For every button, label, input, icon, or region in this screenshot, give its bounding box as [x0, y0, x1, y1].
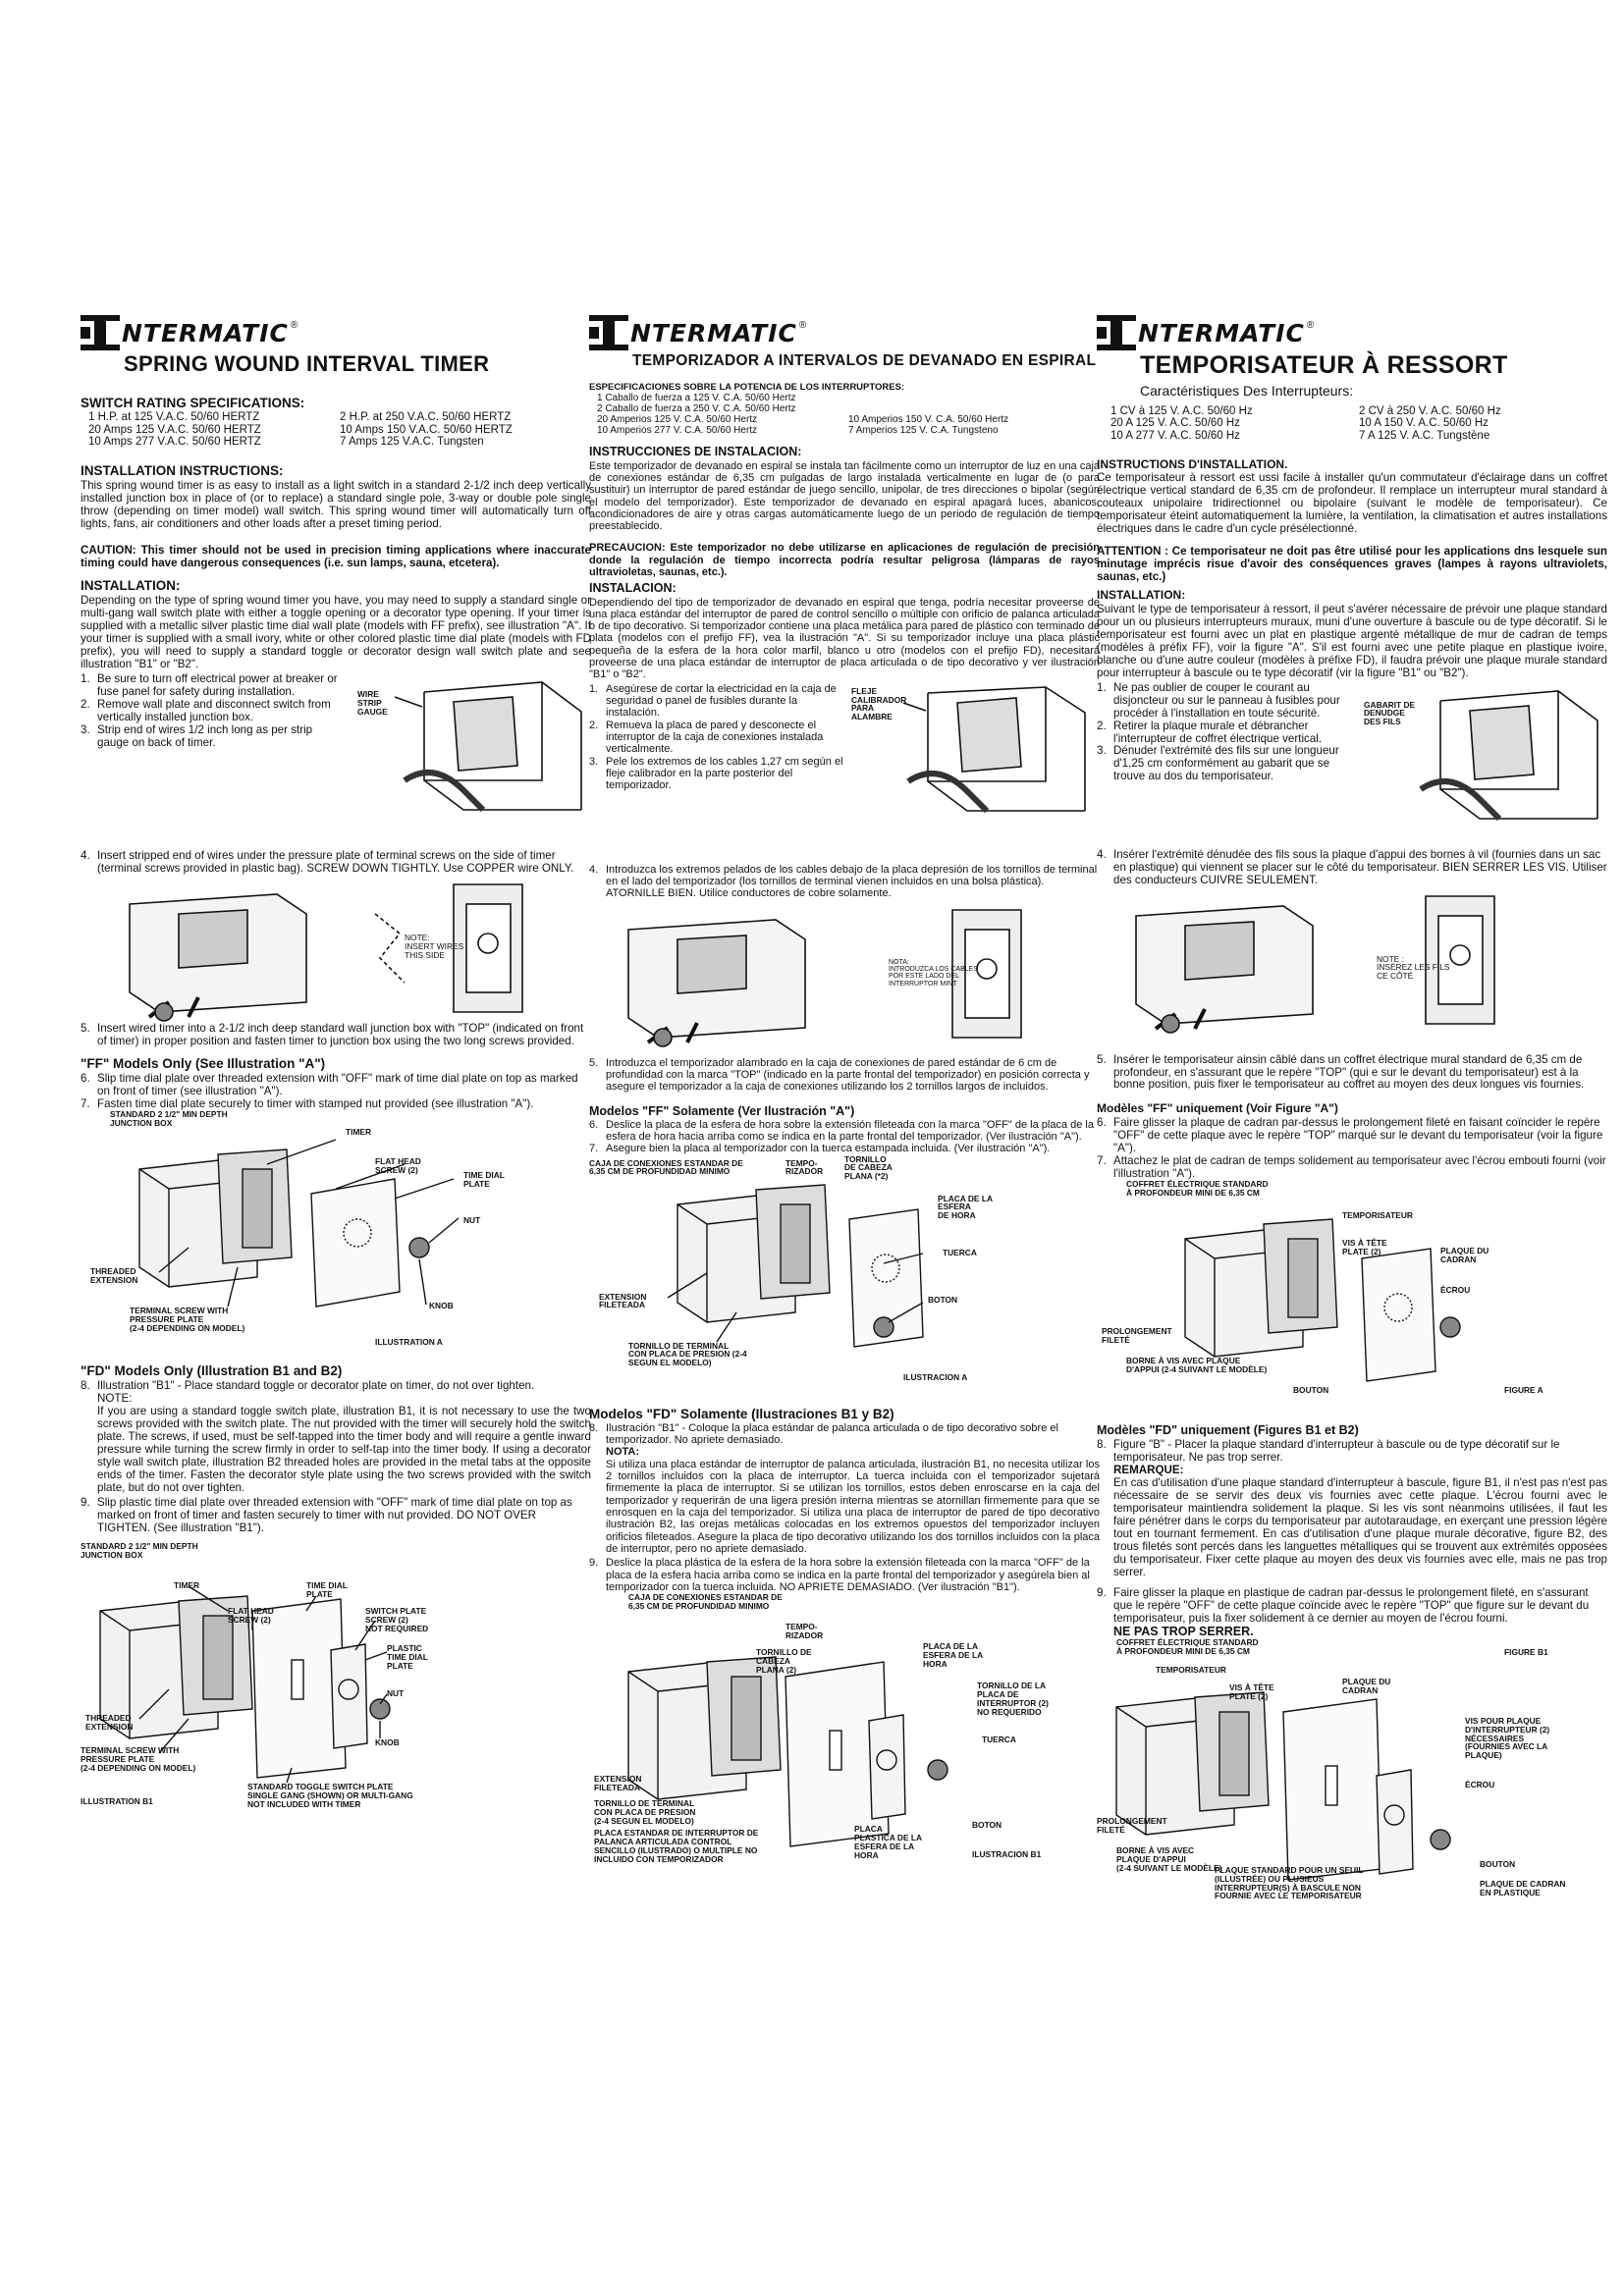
- fig-label-extension: EXTENSION FILETEADA: [594, 1774, 642, 1793]
- fig-label-box: CAJA DE CONEXIONES ESTANDAR DE 6,35 CM DE PROFUNDIDAD MINIMO: [628, 1592, 783, 1612]
- step-7: 7. Attachez le plat de cadran de temps solidement au temporisateur avec l'écrou embouti fourni (voir l'illustration "A").: [1097, 1154, 1606, 1180]
- step-5-text: Insérer le temporisateur ainsin câblé dans un coffret électrique mural standard de 6,35 cm de profondeur, en s'assurant que le repère "TOP" (qui e sur le devant du temporisateur) est à la bonne position, puis fixer le temporisateur au coffret au moyen des deux longues vis fournies.: [1113, 1052, 1585, 1092]
- intermatic-logo-icon: [1097, 313, 1136, 352]
- fig-label-plastic-plate: PLAQUE DE CADRAN EN PLASTIQUE: [1480, 1878, 1566, 1897]
- fig-label-toggle-plate: PLAQUE STANDARD POUR UN SEUIL (ILLUSTRÉE) OU PLUSIEUS INTERRUPTEUR(S) À BASCULE NON FOURNIE AVEC LE TEMPORISATEUR: [1215, 1864, 1364, 1901]
- fig-label-terminal: TORNILLO DE TERMINAL CON PLACA DE PRESION (2-4 SEGUN EL MODELO): [628, 1340, 747, 1368]
- spec-item: 7 Amperios 125 V. C.A. Tungsteno: [848, 425, 999, 437]
- step-6: 6. Slip time dial plate over threaded extension with "OFF" mark of time dial plate on top as marked on front of timer (see illustration "A").: [81, 1072, 591, 1097]
- fig-label-extension: PROLONGEMENT FILETÉ: [1102, 1325, 1172, 1345]
- spec-item: 1 Caballo de fuerza a 125 V. C.A. 50/60 Hertz: [597, 393, 796, 404]
- spec-list: [1097, 405, 1607, 443]
- spec-item: 1 CV à 125 V. A.C. 50/60 Hz: [1110, 404, 1253, 417]
- step-9: 9. Deslice la placa plástica de la esfera de la hora sobre la extensión fileteada con la marca "OFF" de la placa de la esfera hacia arriba como se indica en la parte frontal del temporizador y asegúrela bien al temporizador con la tuerca incluida. NO APRIETE DEMASIADO. (Ver ilustración "B1").: [589, 1557, 1100, 1593]
- spec-item: 20 Amperios 125 V. C.A. 50/60 Hertz: [597, 414, 758, 426]
- note-text: Si utiliza una placa estándar de interruptor de palanca articulada, ilustración B1, no necesita utilizar los 2 tornillos incluidos con la placa de interruptor. La tuerca incluida con el temporizador sujetará firmemente la placa de interruptor. Si se utilizan los tornillos, estos deben enroscarse en la caja del temporizador y requerirán de una ligera presión interna mientras se atornillan firmemente para que se enrosquen en la caja del temporizador. Si utiliza una placa de interruptor de pared de tipo decorativo ilustración B2, las orejas metálicas colocadas en los extremos opuestos del temporizador incluyen orificios fileteados. Asegure la placa de tipo decorativo utilizando los dos tornillos incluidos con la placa de interruptor, pero no apriete demasiado.: [606, 1458, 1100, 1555]
- fig-label-timer: TEMPORISATEUR: [1156, 1664, 1226, 1675]
- note-heading: NOTE:: [97, 1392, 133, 1406]
- fig-label-screw: FLAT HEAD SCREW (2): [228, 1606, 274, 1626]
- step-3-text: Strip end of wires 1/2 inch long as per strip gauge on back of timer.: [97, 723, 313, 750]
- steps-1-3: [589, 683, 1100, 821]
- caution-text: PRECAUCION: Este temporizador no debe utilizarse en aplicaciones de regulación de precisión donde la regulación de tiempo incorrecta podría resultar peligrosa (lámparas de rayos ultravioletas, saunas, etc.).: [589, 542, 1100, 579]
- spec-item: 1 H.P. at 125 V.A.C. 50/60 HERTZ: [88, 411, 260, 424]
- installation-text: Dependiendo del tipo de temporizador de devanado en espiral que tenga, podría necesitar proveerse de una placa estándar del interruptor de pared de control sencillo o múltiple con orificio de palanca articulada o de tipo decorativo. Si temporizador contiene una placa metálica para pared de plástico con terminado de plata (modelos con el prefijo FF), vea la ilustración "A". Si su temporizador incluye una placa plástic pequeña de la esfera de la hora color marfil, blanco u otro (modelos con el prefijo FD), necesitará proveerse de una placa estándar de interruptor de placa articulada o de tipo decorativo y ver ilustración "B1" o "B2".: [589, 596, 1100, 681]
- steps-1-3: [1097, 681, 1607, 828]
- spec-item: 20 A 125 V. A.C. 50/60 Hz: [1110, 417, 1240, 430]
- step-6-text: Faire glisser la plaque de cadran par-dessus le prolongement fileté en faisant coïncider le repère "OFF" de cette plaque avec le repère "TOP" marqué sur le devant du temporisateur (voir la figure "A").: [1113, 1116, 1603, 1155]
- illustration-b1-drawing: [589, 1593, 1100, 1868]
- fig-label-screw: TORNILLO DE CABEZA PLANA (*2): [844, 1153, 893, 1182]
- wiring-illustration: [589, 900, 1100, 1047]
- note-text: En cas d'utilisation d'une plaque standard d'interrupteur à bascule, figure B1, il n'est pas n'est pas nécessaire de se servir des deux vis fournies avec cette plaque. L'écrou fourni avec le temporisateur maintiendra solidement la plaque. Si les vis sont néanmoins utilisées, il faut les faire pénétrer dans le corps du temporisateur par autotaraudage, en exerçant une pression légère tout en tournant fermement. En cas d'utilisation d'une plaque murale décorative, figure B2, des trous filetés sont percés dans les languettes métalliques qui se trouvent aux extrémités opposées du temporisateur. Fixer cette plaque au moyen des deux vis fournies avec elle, mais ne pas trop serrer.: [1113, 1476, 1607, 1578]
- step-2-text: Remove wall plate and disconnect switch from vertically installed junction box.: [97, 698, 331, 724]
- spec-heading: ESPECIFICACIONES SOBRE LA POTENCIA DE LOS INTERRUPTORES:: [589, 381, 905, 393]
- step-8: 8. Figure "B" - Placer la plaque standard d'interrupteur à bascule ou de type décoratif sur le temporisateur. Ne pas trop serrer.: [1097, 1438, 1607, 1464]
- fig-label-plate: PLACA DE LA ESFERA DE LA HORA: [923, 1641, 984, 1669]
- caution-text: CAUTION: This timer should not be used in precision timing applications where inaccurate timing could have dangerous consequences (i.e. sun lamps, sauna, etcetera).: [81, 544, 591, 570]
- wiring-illustration: [81, 875, 591, 1022]
- fig-label-box: STANDARD 2 1/2" MIN DEPTH JUNCTION BOX: [81, 1541, 198, 1561]
- step-5: 5. Insert wired timer into a 2-1/2 inch deep standard wall junction box with "TOP" (indicated on front of timer) in proper position and fasten timer to junction box using the two long screws provided.: [81, 1022, 591, 1047]
- spec-item: 10 Amperios 150 V. C.A. 50/60 Hertz: [848, 414, 1009, 426]
- fig-label-timer: TIMER: [174, 1580, 200, 1591]
- fig-label-plate: TIME DIAL PLATE: [306, 1580, 348, 1600]
- step-9-text: Faire glisser la plaque en plastique de cadran par-dessus le prolongement fileté, en s'assurant que le repère "OFF" de cette plaque coïncide avec le repère "TOP" que figure sur le devant du temporisateur, puis la fixer solidement à ce dernier au moyen de l'écrou fourni.: [1113, 1585, 1590, 1625]
- fig-caption: FIGURE A: [1504, 1384, 1543, 1395]
- step-8-note: [81, 1392, 591, 1494]
- spec-list: [589, 393, 1100, 436]
- wire-strip-illustration: [1362, 681, 1607, 828]
- note-heading: NOTA:: [606, 1446, 640, 1459]
- instructions-text: This spring wound timer is as easy to install as a light switch in a standard 2-1/2 inch deep vertically installed junction box in place of (or to replace) a standard single pole, 3-way or double pole single throw (depending on timer model) wall switch. This spring wound timer will automatically turn off lights, fans, air conditioners and other loads after a preset timing period.: [81, 479, 591, 531]
- wiring-drawing: [1097, 886, 1607, 1034]
- step-4-text: Insérer l'extrémité dénudée des fils sous la plaque d'appui des bornes à vil (fournies dans un sac en plastique) qui viennent se placer sur le côté du temporisateur. BIEN SERRER LES VIS. Utiliser des conducteurs CUIVRE SEULEMENT.: [1113, 847, 1607, 886]
- fig-label-nut: TUERCA: [943, 1247, 977, 1257]
- fd-heading: Modèles "FD" uniquement (Figures B1 et B2): [1097, 1422, 1359, 1437]
- step-1: 1. Ne pas oublier de couper le courant au disjoncteur ou sur le panneau à fusibles pour procéder à l'installation en toute sécurité.: [1097, 681, 1362, 720]
- fig-label-nut: NUT: [387, 1688, 405, 1699]
- fig-label-box: CAJA DE CONEXIONES ESTANDAR DE 6,35 CM DE PROFUNDIDAD MINIMO: [589, 1157, 743, 1177]
- step-6: 6. Deslice la placa de la esfera de hora sobre la extensión fileteada con la marca "OFF" de la placa de la esfera de hora hacia arriba como se indica en la parte frontal del temporizador. (Ver ilustración "A").: [589, 1119, 1100, 1144]
- step-2-text: Retirer la plaque murale et débrancher l'interrupteur de coffret électrique vertical.: [1113, 719, 1323, 745]
- fig-label-screw: TORNILLO DE CABEZA PLANA (2): [756, 1647, 812, 1675]
- fig-label-knob: BOUTON: [1293, 1384, 1329, 1395]
- fig-label-toggle-plate: PLACA ESTANDAR DE INTERRUPTOR DE PALANCA ARTICULADA CONTROL SENCILLO (ILUSTRADO) O MULTIPLE NO INCLUIDO CON TEMPORIZADOR: [594, 1828, 759, 1864]
- fig-label-screw: VIS À TÊTE PLATE (2): [1229, 1682, 1274, 1701]
- intermatic-logo-icon: [81, 313, 120, 352]
- step-9-emphasis: NE PAS TROP SERRER.: [1113, 1624, 1254, 1638]
- fig-label-extension: PROLONGEMENT FILETÉ: [1097, 1815, 1167, 1835]
- step-6-text: Slip time dial plate over threaded extension with "OFF" mark of time dial plate on top as marked on front of timer (see illustration "A").: [97, 1072, 578, 1098]
- wiring-drawing: [81, 875, 591, 1022]
- step-5: 5. Introduzca el temporizador alambrado en la caja de conexiones de pared estándar de 6 cm de profundidad con la marca "TOP" (indicado en la parte frontal del temporizador) en posición correcta y asegure el temporizador a la caja de conexiones utilizando los 2 tornillos largos de incluidos.: [589, 1057, 1100, 1094]
- fig-caption: ILLUSTRATION B1: [81, 1796, 153, 1807]
- step-7: 7. Asegure bien la placa al temporizador con la tuerca estampada incluida. (Ver ilustración "A").: [589, 1143, 1051, 1155]
- wire-strip-illustration: [346, 672, 591, 820]
- fig-caption: ILUSTRACION A: [903, 1371, 968, 1382]
- spec-item: 2 Caballo de fuerza a 250 V. C.A. 50/60 Hertz: [597, 403, 796, 415]
- fig-caption: FIGURE B1: [1504, 1646, 1548, 1657]
- fd-heading: Modelos "FD" Solamente (Ilustraciones B1 y B2): [589, 1406, 894, 1421]
- spec-item: 10 Amps 150 V.A.C. 50/60 HERTZ: [340, 423, 513, 436]
- fig-label-terminal: BORNE À VIS AVEC PLAQUE D'APPUI (2-4 SUIVANT LE MODÈLE): [1116, 1844, 1222, 1873]
- wire-strip-illustration: [849, 683, 1095, 821]
- step-8: 8. Illustration "B1" - Place standard toggle or decorator plate on timer, do not over tighten.: [81, 1379, 535, 1393]
- caution-text: ATTENTION : Ce temporisateur ne doit pas être utilisé pour les applications dns lesquele sun minutage imprécis risue d'avoir des conséquences graves (lampes à rayons ultraviolets, saunas, etc.): [1097, 545, 1607, 584]
- intermatic-logo: [589, 312, 1100, 353]
- step-1-text: Asegúrese de cortar la electricidad en la caja de seguridad o panel de fusibles durante la instalación.: [606, 682, 837, 720]
- spec-item: 20 Amps 125 V.A.C. 50/60 HERTZ: [88, 423, 261, 436]
- wiring-illustration: [1097, 886, 1607, 1034]
- fig-label-screw: FLAT HEAD SCREW (2): [375, 1156, 421, 1176]
- step-8-note: [589, 1446, 1100, 1555]
- step-1: 1. Asegúrese de cortar la electricidad en la caja de seguridad o panel de fusibles durante la instalación.: [589, 683, 849, 720]
- step-8: 8. Ilustración "B1" - Coloque la placa estándar de palanca articulada o de tipo decorativo sobre el temporizador. No apriete demasiado.: [589, 1422, 1100, 1447]
- registered-mark: ®: [1306, 320, 1315, 331]
- fig-label-switch-screw: TORNILLO DE LA PLACA DE INTERRUPTOR (2) NO REQUERIDO: [977, 1681, 1049, 1717]
- brand-name: NTERMATIC: [630, 318, 797, 347]
- ff-heading: Modèles "FF" uniquement (Voir Figure "A"): [1097, 1101, 1338, 1116]
- fd-heading: "FD" Models Only (Illustration B1 and B2): [81, 1363, 343, 1379]
- fig-label-extension: THREADED EXTENSION: [85, 1713, 134, 1733]
- spec-item: [848, 393, 1100, 403]
- note-text: If you are using a standard toggle switch plate, illustration B1, it is not necessary to use the two screws provided with the switch plate. The nut provided with the timer will securely hold the switch plate. The screws, if used, must be self-tapped into the timer body and will require a gentle inward pressure while turning the screw firmly in order to self-tap into the timer body. If using a decorator style wall switch plate, illustration B2 threaded holes are provided in the metal tabs at the opposite ends of the timer. Fasten the decorator style plate using the two screws provided with the switch plate, but do not over tighten.: [97, 1405, 591, 1495]
- subtitle: Caractéristiques Des Interrupteurs:: [1140, 383, 1354, 399]
- fig-label-switch-screw: SWITCH PLATE SCREW (2) NOT REQUIRED: [365, 1606, 429, 1633]
- step-3-text: Pele los extremos de los cables 1,27 cm según el fleje calibrador en la parte posterior del temporizador.: [606, 755, 843, 792]
- column-english: [81, 312, 591, 1812]
- wire-strip-gauge-label: FLEJE CALIBRADOR PARA ALAMBRE: [851, 685, 907, 722]
- fig-label-plate: PLAQUE DU CADRAN: [1342, 1676, 1391, 1695]
- step-7-text: Asegure bien la placa al temporizador con la tuerca estampada incluida. (Ver ilustración "A").: [606, 1143, 1051, 1155]
- step-5: 5. Insérer le temporisateur ainsin câblé dans un coffret électrique mural standard de 6,35 cm de profondeur, en s'assurant que le repère "TOP" (qui e sur le devant du temporisateur) est à la bonne position, puis fixer le temporisateur au coffret au moyen des deux longues vis fournies.: [1097, 1053, 1607, 1092]
- fig-label-timer: TIMER: [346, 1127, 372, 1138]
- fig-label-screw: VIS À TÊTE PLATE (2): [1342, 1237, 1387, 1256]
- fig-label-knob: BOTON: [972, 1820, 1002, 1831]
- intermatic-logo: [1097, 312, 1607, 353]
- step-7-text: Fasten time dial plate securely to timer with stamped nut provided (see illustration "A").: [97, 1097, 534, 1111]
- fig-label-box: COFFRET ÉLECTRIQUE STANDARD À PROFONDEUR MINI DE 6,35 CM: [1116, 1636, 1259, 1656]
- spec-heading: SWITCH RATING SPECIFICATIONS:: [81, 396, 305, 410]
- registered-mark: ®: [798, 320, 807, 331]
- step-4: 4. Insérer l'extrémité dénudée des fils sous la plaque d'appui des bornes à vil (fournies dans un sac en plastique) qui viennent se placer sur le côté du temporisateur. BIEN SERRER LES VIS. Utiliser des conducteurs CUIVRE SEULEMENT.: [1097, 847, 1607, 886]
- step-3: 3. Pele los extremos de los cables 1,27 cm según el fleje calibrador en la parte posterior del temporizador.: [589, 756, 849, 792]
- fig-label-nut: TUERCA: [982, 1735, 1016, 1745]
- step-4: 4. Introduzca los extremos pelados de los cables debajo de la placa depresión de los tornillos de terminal en el lado del temporizador (los tornillos de terminal vienen incluidos en una bolsa plástica). ATORNILLE BIEN. Utilice conductores de cobre solamente.: [589, 864, 1100, 900]
- spec-item: 7 A 125 V. A.C. Tungstène: [1359, 429, 1490, 442]
- fig-label-toggle-plate: STANDARD TOGGLE SWITCH PLATE SINGLE GANG (SHOWN) OR MULTI-GANG NOT INCLUDED WITH TIMER: [247, 1782, 413, 1809]
- fig-label-knob: BOTON: [928, 1294, 958, 1305]
- intermatic-logo-icon: [589, 313, 628, 352]
- spec-item: 2 CV à 250 V. A.C. 50/60 Hz: [1359, 404, 1501, 417]
- illustration-a: [589, 1155, 1100, 1396]
- step-2: 2. Remueva la placa de pared y desconecte el interruptor de la caja de conexiones instalada verticalmente.: [589, 720, 849, 756]
- step-8-note: [1097, 1464, 1607, 1578]
- instructions-heading: INSTALLATION INSTRUCTIONS:: [81, 463, 284, 479]
- installation-heading: INSTALLATION:: [1097, 588, 1186, 603]
- wiring-note: NOTE: INSERT WIRES THIS SIDE: [405, 933, 464, 960]
- fig-label-extension: THREADED EXTENSION: [90, 1266, 138, 1286]
- step-9-text: Deslice la placa plástica de la esfera de la hora sobre la extensión fileteada con la marca "OFF" de la placa de la esfera hacia arriba como se indica en la parte frontal del temporizador y asegúrela bien al temporizador con la tuerca incluida. NO APRIETE DEMASIADO. (Ver ilustración "B1").: [606, 1557, 1090, 1593]
- spec-item: 10 A 150 V. A.C. 50/60 Hz: [1359, 417, 1489, 430]
- step-8-text: Figure "B" - Placer la plaque standard d'interrupteur à bascule ou de type décoratif sur le temporisateur. Ne pas trop serrer.: [1113, 1438, 1560, 1465]
- fig-label-timer: TEMPO- RIZADOR: [785, 1157, 824, 1177]
- fig-label-terminal: BORNE À VIS AVEC PLAQUE D'APPUI (2-4 SUIVANT LE MODÈLE): [1126, 1355, 1268, 1374]
- step-5-text: Introduzca el temporizador alambrado en la caja de conexiones de pared estándar de 6 cm de profundidad con la marca "TOP" (indicado en la parte frontal del temporizador) en posición correcta y asegure el temporizador a la caja de conexiones utilizando los 2 tornillos largos de incluidos.: [606, 1056, 1090, 1094]
- fig-label-terminal: TERMINAL SCREW WITH PRESSURE PLATE (2-4 DEPENDING ON MODEL): [81, 1745, 196, 1773]
- spec-list: [81, 411, 591, 449]
- wiring-note: NOTA: INTRODUZCA LOS CABLES POR ESTE LADO DEL INTERRUPTOR MINT: [889, 958, 979, 988]
- instructions-text: Ce temporisateur à ressort est ussi facile à installer qu'un commutateur d'éclairage dans un coffret électrique vertical standard de 6,35 cm de profondeur. Il remplace un interrupteur mural standard à couteaux unipolaire tridirectionnel ou bipolaire (suivant le modèle de temporisateur). Ce temporisateur éteint automatiquement la lumière, la ventilation, la climatisation et autres installations électriques dans le cadre d'un cycle présélectionné.: [1097, 471, 1607, 536]
- step-1-text: Ne pas oublier de couper le courant au disjoncteur ou sur le panneau à fusibles pour procéder à l'installation en toute sécurité.: [1113, 680, 1340, 720]
- step-4: 4. Insert stripped end of wires under the pressure plate of terminal screws on the side of timer (terminal screws provided in plastic bag). SCREW DOWN TIGHTLY. Use COPPER wire ONLY.: [81, 849, 591, 875]
- spec-item: 10 A 277 V. A.C. 50/60 Hz: [1110, 429, 1240, 442]
- step-1-text: Be sure to turn off electrical power at breaker or fuse panel for safety during installation.: [97, 672, 338, 699]
- step-3: 3. Strip end of wires 1/2 inch long as per strip gauge on back of timer.: [81, 723, 346, 749]
- fig-label-plate: TIME DIAL PLATE: [463, 1170, 505, 1190]
- fig-label-nut: ÉCROU: [1465, 1779, 1495, 1789]
- fig-label-plastic-plate: PLASTIC TIME DIAL PLATE: [387, 1643, 428, 1671]
- instructions-heading: INSTRUCTIONS D'INSTALLATION.: [1097, 456, 1288, 471]
- step-7-text: Attachez le plat de cadran de temps solidement au temporisateur avec l'écrou embouti fourni (voir l'illustration "A").: [1113, 1154, 1606, 1180]
- ff-heading: "FF" Models Only (See Illustration "A"): [81, 1056, 326, 1072]
- wiring-note: NOTE : INSÉREZ LES FILS CE CÔTÉ: [1377, 953, 1450, 982]
- step-3-text: Dénuder l'extrémité des fils sur une longueur d'1,25 cm conformément au gabarit que se trouve au dos du temporisateur.: [1113, 744, 1339, 783]
- fig-label-nut: NUT: [463, 1215, 481, 1226]
- step-6: 6. Faire glisser la plaque de cadran par-dessus le prolongement fileté en faisant coïncider le repère "OFF" de cette plaque avec le repère "TOP" marqué sur le devant du temporisateur (voir la figure "A").: [1097, 1116, 1607, 1154]
- page-title: TEMPORISATEUR À RESSORT: [1140, 351, 1508, 379]
- illustration-b1: [81, 1542, 591, 1812]
- intermatic-logo: [81, 312, 591, 353]
- fig-label-plastic-plate: PLACA PLASTICA DE LA ESFERA DE LA HORA: [854, 1824, 923, 1860]
- step-2: 2. Retirer la plaque murale et débrancher l'interrupteur de coffret électrique vertical.: [1097, 720, 1362, 745]
- column-french: [1097, 312, 1607, 1908]
- fig-caption: ILLUSTRATION A: [375, 1337, 443, 1348]
- instructions-text: Este temporizador de devanado en espiral se instala tan fácilmente como un interruptor de luz en una caja de conexiones estándar de 6,35 cm pulgadas de largo instalada verticalmente en lugar de (o para sustituir) un interruptor de pared estándar de juego sencillo, unipolar, de tres direcciones o bipolar (según el modelo del temporizador). Este temporizador de devanado en espiral apagará luces, abanicos, acondicionadores de aire y otras cargas automáticamente luego de un periodo de regulación de tiempo preestablecido.: [589, 459, 1100, 533]
- fig-label-switch-screw: VIS POUR PLAQUE D'INTERRUPTEUR (2) NÉCESSAIRES (FOURNIES AVEC LA PLAQUE): [1465, 1715, 1550, 1761]
- step-5-text: Insert wired timer into a 2-1/2 inch deep standard wall junction box with "TOP" (indicated on front of timer) in proper position and fasten timer to junction box using the two long screws provided.: [97, 1022, 584, 1048]
- step-9: 9. Faire glisser la plaque en plastique de cadran par-dessus le prolongement fileté, en s'assurant que le repère "OFF" de cette plaque coïncide avec le repère "TOP" que figure sur le devant du temporisateur, puis la fixer solidement à ce dernier au moyen de l'écrou fourni.: [1097, 1586, 1607, 1625]
- fig-label-terminal: TERMINAL SCREW WITH PRESSURE PLATE (2-4 DEPENDING ON MODEL): [130, 1306, 245, 1333]
- spec-item: 10 Amperios 277 V. C.A. 50/60 Hertz: [597, 425, 758, 437]
- step-9: 9. Slip plastic time dial plate over threaded extension with "OFF" mark of time dial plate on top as marked on front of timer and fasten securely to timer with nut provided. DO NOT OVER TIGHTEN. (See illustration "B1").: [81, 1496, 591, 1534]
- fig-label-timer: TEMPORISATEUR: [1342, 1209, 1413, 1220]
- wire-strip-gauge-label: GABARIT DE DENUDGE DES FILS: [1364, 699, 1416, 727]
- page-title: TEMPORIZADOR A INTERVALOS DE DEVANADO EN ESPIRAL: [632, 352, 1097, 369]
- spec-item: [848, 403, 1100, 414]
- step-9-text: Slip plastic time dial plate over threaded extension with "OFF" mark of time dial plate on top as marked on front of timer and fasten securely to timer with nut provided. DO NOT OVER TIGHTEN. (See illustration "B1").: [97, 1496, 572, 1535]
- step-8-text: Illustration "B1" - Place standard toggle or decorator plate on timer, do not over tighten.: [97, 1379, 535, 1393]
- instructions-heading: INSTRUCCIONES DE INSTALACION:: [589, 445, 802, 459]
- column-spanish: [589, 312, 1100, 1868]
- fig-label-plate: PLAQUE DU CADRAN: [1440, 1245, 1489, 1264]
- installation-text: Suivant le type de temporisateur à ressort, il peut s'avérer nécessaire de prévoir une plaque standard pour un ou plusieurs interrupteurs muraux, muni d'une ouverture à bascule ou de type décoratif. Si le temporisateur est fourni avec un plat en plastique argenté métallique de mur de cadran de temps (modèles à préfix FF), voir la figure "A". S'il est fourni avec une petite plaque en plastique ivoire, blanche ou d'une autre couleur (modèles à préfixe FD), il faudra prévoir une plaque murale standard pour interrupteur à bascule ou te type décoratif (vir la figure "B1" ou "B2").: [1097, 602, 1607, 679]
- fig-label-knob: KNOB: [429, 1301, 454, 1311]
- installation-heading: INSTALACION:: [589, 581, 677, 596]
- fig-label-plate: PLACA DE LA ESFERA DE HORA: [938, 1193, 993, 1221]
- spec-item: 2 H.P. at 250 V.A.C. 50/60 HERTZ: [340, 411, 512, 424]
- step-2-text: Remueva la placa de pared y desconecte el interruptor de la caja de conexiones instalada verticalmente.: [606, 719, 824, 756]
- step-4-text: Insert stripped end of wires under the pressure plate of terminal screws on the side of timer (terminal screws provided in plastic bag). SCREW DOWN TIGHTLY. Use COPPER wire ONLY.: [97, 849, 574, 876]
- installation-text: Depending on the type of spring wound timer you have, you may need to supply a standard single or multi-gang wall switch plate with either a toggle opening or a decorator type opening. If your timer is supplied with a metallic silver plastic time dial wall plate (models with FF prefix), see illustration "A". If your timer is supplied with a small ivory, white or other colored plastic time dial plate (models with FD prefix), you will need to supply a standard toggle or decorator design wall switch plate and see illustration "B1" or "B2".: [81, 594, 591, 671]
- brand-name: NTERMATIC: [1138, 318, 1305, 347]
- step-7: 7. Fasten time dial plate securely to timer with stamped nut provided (see illustration "A").: [81, 1097, 534, 1111]
- fig-caption: ILUSTRACION B1: [972, 1849, 1042, 1860]
- step-2: 2. Remove wall plate and disconnect switch from vertically installed junction box.: [81, 698, 346, 723]
- step-8-text: Ilustración "B1" - Coloque la placa estándar de palanca articulada o de tipo decorativo sobre el temporizador. No apriete demasiado.: [606, 1421, 1058, 1447]
- registered-mark: ®: [290, 320, 298, 331]
- spec-item: 10 Amps 277 V.A.C. 50/60 HERTZ: [88, 436, 261, 449]
- step-3: 3. Dénuder l'extrémité des fils sur une longueur d'1,25 cm conformément au gabarit que se trouve au dos du temporisateur.: [1097, 744, 1362, 782]
- fig-label-knob: KNOB: [375, 1737, 400, 1748]
- illustration-a: [81, 1110, 591, 1351]
- wire-strip-gauge-label: WIRE STRIP GAUGE: [357, 689, 388, 717]
- fig-label-box: COFFRET ÉLECTRIQUE STANDARD À PROFONDEUR MINI DE 6,35 CM: [1126, 1178, 1269, 1198]
- illustration-b1: [589, 1593, 1100, 1868]
- step-4-text: Introduzca los extremos pelados de los cables debajo de la placa depresión de los tornillos de terminal en el lado del temporizador (los tornillos de terminal vienen incluidos en una bolsa plástica). ATORNILLE BIEN. Utilice conductores de cobre solamente.: [606, 863, 1098, 900]
- installation-heading: INSTALLATION:: [81, 578, 181, 594]
- illustration-b1: [1097, 1638, 1607, 1908]
- step-1: 1. Be sure to turn off electrical power at breaker or fuse panel for safety during installation.: [81, 672, 346, 698]
- fig-label-extension: EXTENSION FILETEADA: [599, 1291, 647, 1310]
- step-6-text: Deslice la placa de la esfera de hora sobre la extensión fileteada con la marca "OFF" de la placa de la esfera de hora hacia arriba como se indica en la parte frontal del temporizador. (Ver ilustración "A").: [606, 1118, 1094, 1144]
- illustration-a: [1097, 1180, 1607, 1411]
- fig-label-knob: BOUTON: [1480, 1858, 1516, 1869]
- wiring-drawing: [589, 900, 1100, 1047]
- fig-label-nut: ÉCROU: [1440, 1284, 1471, 1295]
- fig-label-timer: TEMPO- RIZADOR: [785, 1622, 824, 1641]
- note-heading: REMARQUE:: [1113, 1464, 1184, 1477]
- ff-heading: Modelos "FF" Solamente (Ver Ilustración "A"): [589, 1103, 855, 1118]
- fig-label-box: STANDARD 2 1/2" MIN DEPTH JUNCTION BOX: [110, 1109, 228, 1129]
- brand-name: NTERMATIC: [122, 318, 289, 347]
- steps-1-3: [81, 672, 591, 820]
- spec-item: 7 Amps 125 V.A.C. Tungsten: [340, 436, 484, 449]
- page-title: SPRING WOUND INTERVAL TIMER: [124, 351, 490, 376]
- fig-label-terminal: TORNILLO DE TERMINAL CON PLACA DE PRESION (2-4 SEGUN EL MODELO): [594, 1798, 696, 1826]
